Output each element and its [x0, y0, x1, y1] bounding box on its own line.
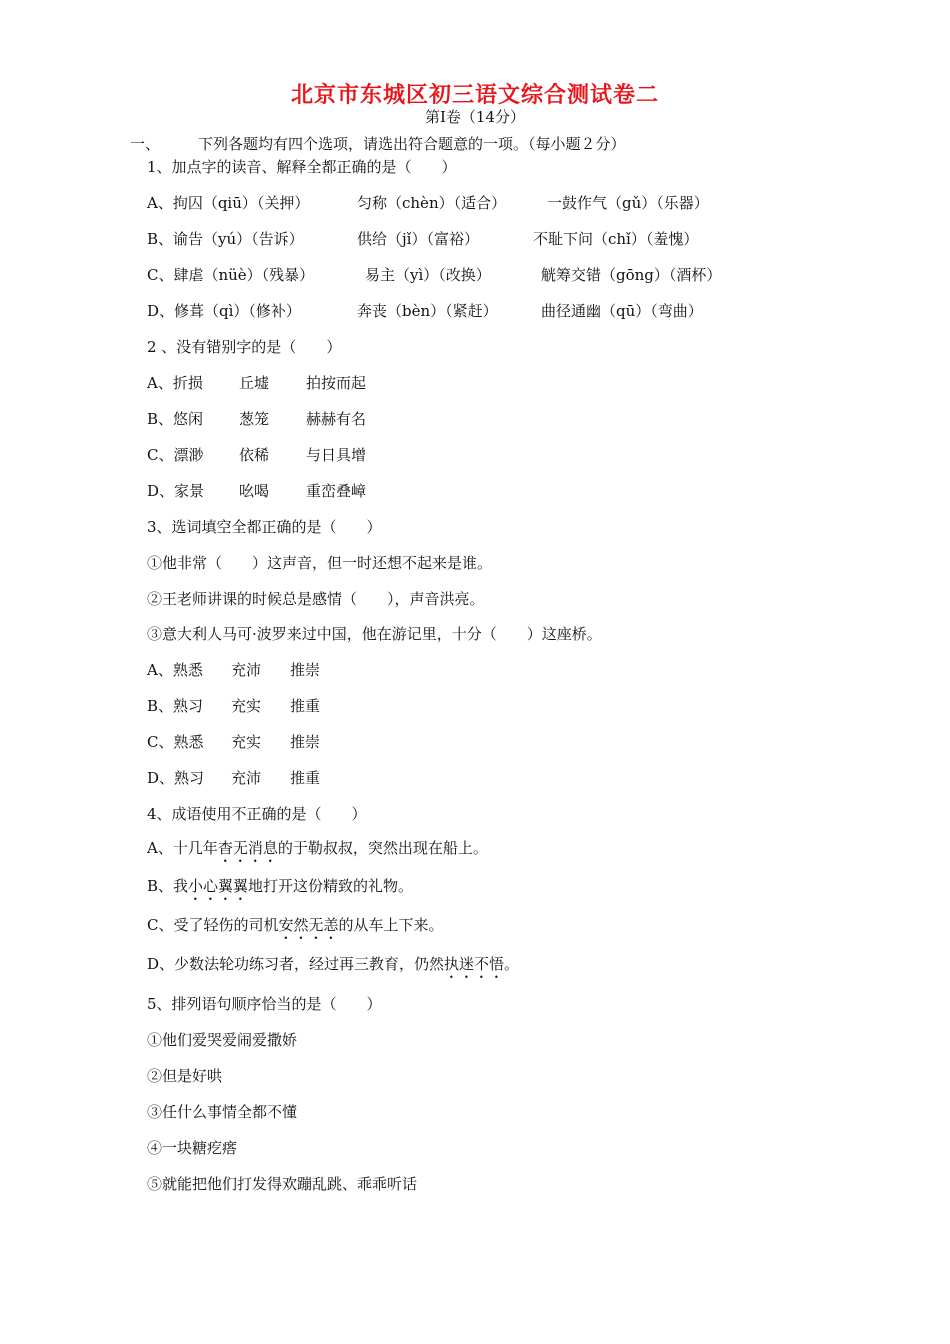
q3-sentence-2: ②王老师讲课的时候总是感情（ ），声音洪亮。 — [147, 590, 485, 608]
option-text: D、少数法轮功练习者，经过再三教育，仍然 — [147, 955, 445, 973]
section-number: 一、 — [130, 135, 161, 153]
option-part: 易主（yì）（改换） — [365, 266, 491, 284]
option-text: 地打开这份精致的礼物。 — [248, 877, 414, 895]
q3-option-b — [147, 696, 320, 716]
q5-item-5: ⑤就能把他们打发得欢蹦乱跳、乖乖听话 — [147, 1175, 418, 1193]
option-text: B、我 — [147, 877, 189, 895]
q2-option-a — [147, 373, 366, 393]
question-1-stem: 1、加点字的读音、解释全都正确的是（ ） — [147, 158, 457, 176]
option-part: 推重 — [290, 697, 321, 715]
q5-item-2: ②但是好哄 — [147, 1067, 223, 1085]
option-part: 赫赫有名 — [306, 410, 367, 428]
q2-option-d — [147, 481, 366, 501]
question-5-stem: 5、排列语句顺序恰当的是（ ） — [147, 995, 382, 1013]
emphasized-idiom: 安然无恙 — [278, 916, 339, 934]
section-subtitle: 第I卷（14分） — [424, 108, 525, 126]
option-part: 葱笼 — [239, 410, 270, 428]
option-part: B、悠闲 — [147, 410, 204, 428]
option-part: 匀称（chèn）（适合） — [357, 194, 507, 212]
q1-option-d — [147, 301, 703, 321]
option-part: B、谕告（yú）（告诉） — [147, 230, 304, 248]
option-part: B、熟习 — [147, 697, 204, 715]
q2-option-c — [147, 445, 366, 465]
q5-item-4: ④一块糖疙瘩 — [147, 1139, 238, 1157]
q3-sentence-1: ①他非常（ ）这声音，但一时还想不起来是谁。 — [147, 554, 493, 572]
option-part: C、肆虐（nüè）（残暴） — [147, 266, 315, 284]
option-text: C、受了轻伤的司机 — [147, 916, 279, 934]
q5-item-3: ③任什么事情全都不懂 — [147, 1103, 298, 1121]
option-part: C、熟悉 — [147, 733, 204, 751]
option-text: A、十几年 — [147, 839, 218, 857]
option-text: 。 — [504, 955, 520, 973]
option-part: 曲径通幽（qū）（弯曲） — [541, 302, 703, 320]
option-part: 重峦叠嶂 — [306, 482, 367, 500]
option-part: 充实 — [231, 697, 262, 715]
option-part: A、折损 — [147, 374, 203, 392]
option-part: 吆喝 — [239, 482, 270, 500]
option-part: D、修葺（qì）（修补） — [147, 302, 301, 320]
question-2-stem: 2 、没有错别字的是（ ） — [147, 338, 342, 356]
q4-option-c — [147, 915, 444, 943]
question-3-stem: 3、选词填空全都正确的是（ ） — [147, 518, 382, 536]
q2-option-b — [147, 409, 366, 429]
page-title: 北京市东城区初三语文综合测试卷二 — [290, 82, 659, 108]
option-part: 不耻下问（chǐ）（羞愧） — [533, 230, 699, 248]
option-part: 推崇 — [290, 661, 321, 679]
option-part: 充实 — [231, 733, 262, 751]
q3-option-a — [147, 660, 320, 680]
q4-option-d — [147, 954, 519, 982]
option-part: 供给（jǐ）（富裕） — [357, 230, 479, 248]
q3-sentence-3: ③意大利人马可·波罗来过中国，他在游记里，十分（ ）这座桥。 — [147, 625, 602, 643]
option-part: 奔丧（bèn）（紧赶） — [357, 302, 498, 320]
q1-option-a — [147, 193, 709, 213]
option-part: 丘墟 — [239, 374, 270, 392]
q4-option-b — [147, 876, 413, 904]
q1-option-c — [147, 265, 721, 285]
option-part: D、家景 — [147, 482, 205, 500]
emphasized-idiom: 杳无消息 — [217, 839, 278, 857]
option-part: 与日具增 — [306, 446, 367, 464]
option-part: D、熟习 — [147, 769, 205, 787]
question-4-stem: 4、成语使用不正确的是（ ） — [147, 805, 367, 823]
emphasized-idiom: 小心翼翼 — [188, 877, 249, 895]
section-instruction — [130, 133, 626, 154]
option-part: 充沛 — [231, 661, 262, 679]
option-text: 的从车上下来。 — [338, 916, 444, 934]
q3-option-c — [147, 732, 320, 752]
q4-option-a — [147, 838, 488, 866]
instruction-text: 下列各题均有四个选项，请选出符合题意的一项。（每小题２分） — [198, 135, 626, 153]
option-part: 推重 — [290, 769, 321, 787]
option-part: 一鼓作气（gǔ）（乐器） — [547, 194, 709, 212]
option-part: 充沛 — [231, 769, 262, 787]
option-part: 依稀 — [239, 446, 270, 464]
option-part: A、拘囚（qiū）（关押） — [147, 194, 310, 212]
option-part: 觥筹交错（gōng）（酒杯） — [541, 266, 722, 284]
emphasized-idiom: 执迷不悟 — [444, 955, 505, 973]
q5-item-1: ①他们爱哭爱闹爱撒娇 — [147, 1031, 298, 1049]
q3-option-d — [147, 768, 320, 788]
q1-option-b — [147, 229, 698, 249]
option-part: A、熟悉 — [147, 661, 203, 679]
option-text: 的于勒叔叔，突然出现在船上。 — [277, 839, 488, 857]
option-part: C、漂渺 — [147, 446, 204, 464]
option-part: 推崇 — [290, 733, 321, 751]
option-part: 拍按而起 — [306, 374, 367, 392]
